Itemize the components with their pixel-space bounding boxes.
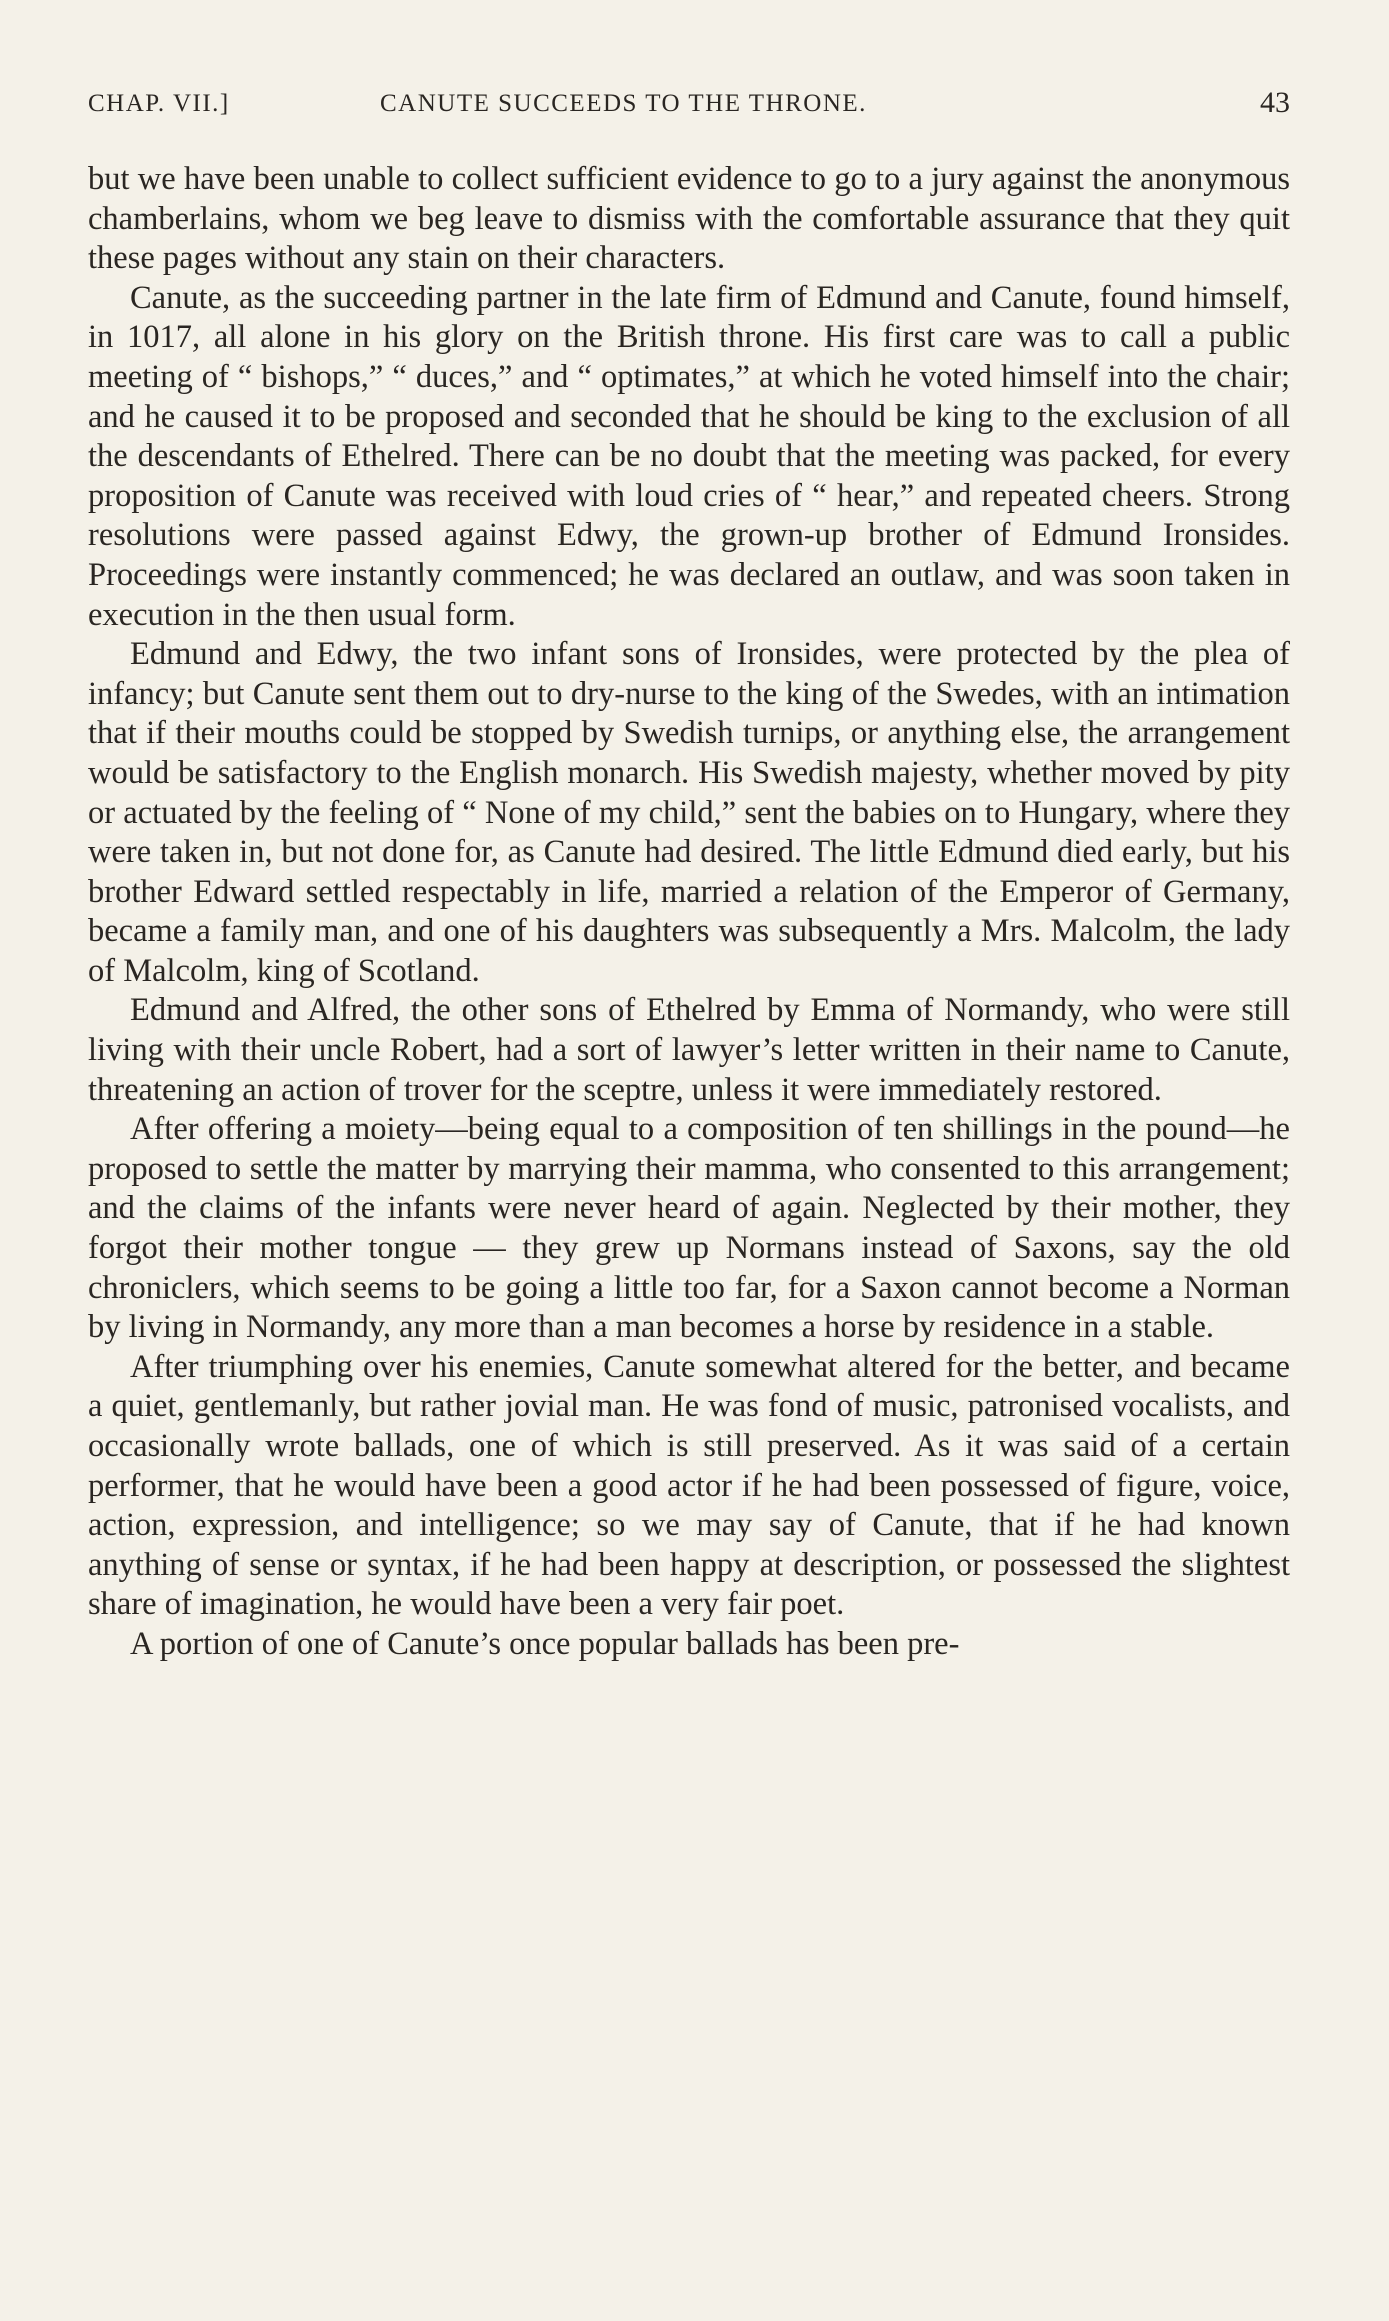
running-head bbox=[88, 86, 1290, 130]
paragraph-7: A portion of one of Canute’s once popular ballads has been pre- bbox=[130, 1625, 960, 1662]
paragraph-1: but we have been unable to collect sufficient evidence to go to a jury against the anonymous chamberlains, whom we beg leave to dismiss with the comfortable assurance that they quit these pages without any stain on their characters. bbox=[88, 161, 1290, 277]
paragraph-6: After triumphing over his enemies, Canute somewhat altered for the better, and became a quiet, gentlemanly, but rather jovial man. He was fond of music, patronised vocalists, and occasionally wrote ballads, one of which is still preserved. As it was said of a certain performer, that he would have been a good actor if he had been possessed of figure, voice, action, expression, and intelligence; so we may say of Canute, that if he had known anything of sense or syntax, if he had been happy at description, or possessed the slightest share of imagination, he would have been a very fair poet. bbox=[88, 1348, 1290, 1623]
chapter-title: CANUTE SUCCEEDS TO THE THRONE. bbox=[380, 90, 867, 117]
paragraph-2: Canute, as the succeeding partner in the late firm of Edmund and Canute, found himself, in 1017, all alone in his glory on the British throne. His first care was to call a public meeting of “ bishops,” “ duces,” and “ optimates,” at which he voted himself into the chair; and he caused it to be proposed and seconded that he should be king to the exclusion of all the descendants of Ethelred. There can be no doubt that the meeting was packed, for every proposition of Canute was received with loud cries of “ hear,” and repeated cheers. Strong resolutions were passed against Edwy, the grown-up brother of Edmund Ironsides. Proceedings were instantly commenced; he was declared an outlaw, and was soon taken in execution in the then usual form. bbox=[88, 279, 1290, 633]
chapter-label: CHAP. VII.] bbox=[88, 90, 230, 117]
paragraph-4: Edmund and Alfred, the other sons of Ethelred by Emma of Normandy, who were still living with their uncle Robert, had a sort of lawyer’s letter written in their name to Canute, threatening an action of trover for the sceptre, unless it were immediately restored. bbox=[88, 992, 1290, 1108]
paragraph-3: Edmund and Edwy, the two infant sons of Ironsides, were protected by the plea of infancy; but Canute sent them out to dry-nurse to the king of the Swedes, with an intimation that if their mouths could be stopped by Swedish turnips, or anything else, the arrangement would be satisfactory to the English monarch. His Swedish majesty, whether moved by pity or actuated by the feeling of “ None of my child,” sent the babies on to Hungary, where they were taken in, but not done for, as Canute had desired. The little Edmund died early, but his brother Edward settled respectably in life, married a relation of the Emperor of Germany, became a family man, and one of his daughters was subsequently a Mrs. Malcolm, the lady of Malcolm, king of Scotland. bbox=[88, 636, 1290, 989]
paragraph-5: After offering a moiety—being equal to a composition of ten shillings in the pound—he proposed to settle the matter by marrying their mamma, who consented to this arrangement; and the claims of the infants were never heard of again. Neglected by their mother, they forgot their mother tongue — they grew up Normans instead of Saxons, say the old chroniclers, which seems to be going a little too far, for a Saxon cannot become a Norman by living in Normandy, any more than a man becomes a horse by residence in a stable. bbox=[88, 1111, 1290, 1346]
body-text bbox=[88, 160, 1290, 1665]
page-number: 43 bbox=[1260, 86, 1290, 119]
